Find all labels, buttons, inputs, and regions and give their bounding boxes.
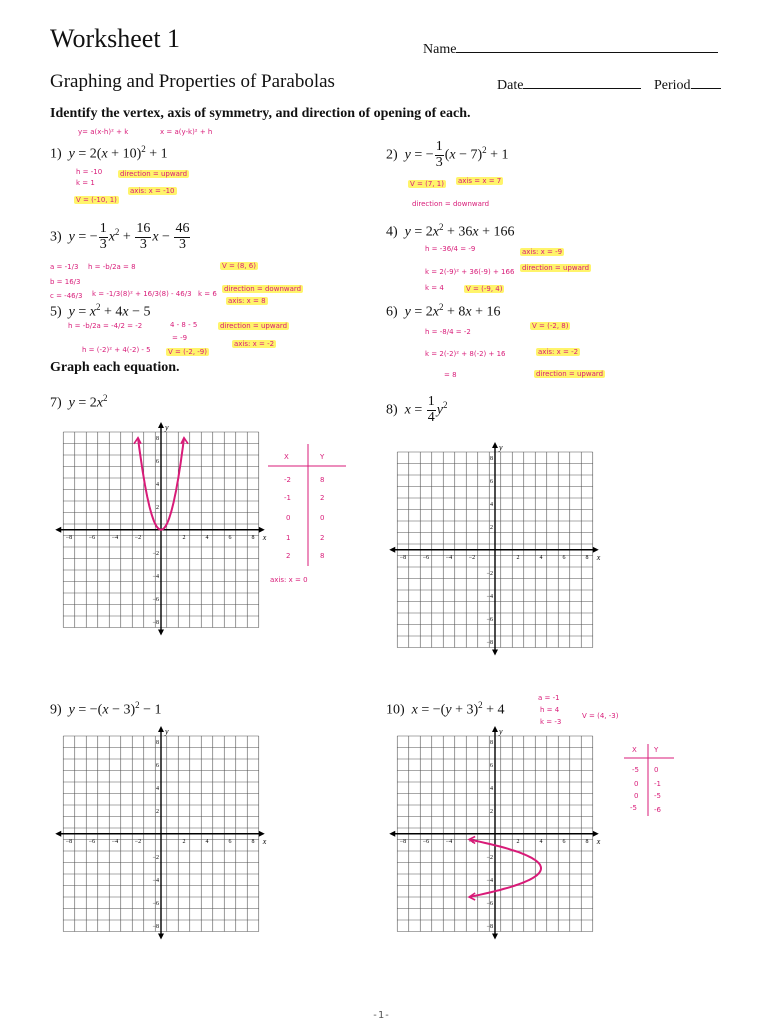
hw-p1-direction: direction = upward [120,170,188,178]
graph-9[interactable] [56,724,267,938]
x-tick-label: 4 [539,838,543,845]
y-tick-label: 2 [156,504,159,511]
hw-p7-y: 0 [320,514,325,522]
hw-p5-k-line: h = (-2)² + 4(-2) - 5 [82,346,151,354]
hw-p3-k: k = -1/3(8)² + 16/3(8) - 46/3 [92,290,192,298]
hw-p2-axis: axis = x = 7 [458,177,502,185]
y-tick-label: 2 [490,808,493,815]
hw-p2-vertex: V = (7, 1) [410,180,444,188]
problem-9: 9) $y = -(x - 3)^2 - 1$ [50,700,162,718]
hw-p10-note: k = -3 [540,718,562,726]
x-tick-label: −2 [134,534,142,541]
problem-number: 10) [386,702,405,718]
x-tick-label: −6 [422,838,430,845]
x-tick-label: 2 [182,838,186,845]
hw-p5-axis: axis: x = -2 [234,340,275,348]
hw-p4-vertex: V = (-9, 4) [466,285,503,293]
x-tick-label: −6 [422,554,430,561]
instructions: Identify the vertex, axis of symmetry, and direction of opening of each. [50,106,471,121]
y-tick-label: −6 [486,900,493,907]
problem-6: 6) $y = 2x^2 + 8x + 16$ [386,302,501,320]
x-axis-label: x [596,552,601,562]
hw-p1-vertex: V = (-10, 1) [76,196,117,204]
y-tick-label: −2 [486,854,493,861]
y-tick-label: 6 [490,762,493,769]
x-tick-label: −6 [88,838,96,845]
graph-8-svg[interactable] [390,440,601,660]
hw-p4-direction: direction = upward [522,264,590,272]
hw-p10-x: 0 [634,780,639,788]
x-tick-label: −8 [399,554,407,561]
period-field[interactable] [654,76,721,94]
x-tick-label: 4 [205,534,209,541]
x-tick-label: 2 [516,838,520,845]
x-tick-label: −8 [399,838,407,845]
problem-number: 8) [386,402,398,418]
y-tick-label: −8 [152,923,159,930]
problem-10: 10) $x = -(y + 3)^2 + 4$ [386,700,505,718]
hw-p2-direction: direction = downward [412,200,490,208]
hw-p7-y: 8 [320,476,325,484]
date-blank[interactable] [523,76,641,89]
y-tick-label: 6 [156,458,159,465]
hw-p3-b: b = 16/3 [50,278,81,286]
x-tick-label: 6 [562,838,566,845]
hw-vertex-form-x: x = a(y-k)² + h [160,128,213,136]
y-axis-label: y [499,443,503,452]
hw-p7-table [266,442,348,568]
hw-p6-axis: axis: x = -2 [538,348,579,356]
y-tick-label: 4 [490,501,493,508]
hw-p3-direction: direction = downward [224,285,302,293]
y-axis-label: y [165,423,169,432]
y-tick-label: −4 [486,877,493,884]
hw-p6-k: k = 2(-2)² + 8(-2) + 16 [425,350,506,358]
date-field[interactable] [497,76,641,94]
page-number: -1- [372,1010,391,1021]
problem-number: 5) [50,304,62,320]
y-tick-label: −6 [152,596,159,603]
date-label: Date [497,78,524,93]
graph-7-svg[interactable] [56,420,267,634]
hw-p7-x: 2 [286,552,291,560]
hw-p4-axis: axis: x = -9 [522,248,563,256]
hw-p10-x: -5 [630,804,637,812]
x-tick-label: 6 [228,838,232,845]
graph-10[interactable] [390,724,601,938]
x-axis-label: x [262,836,267,846]
hw-p7-y: 2 [320,534,325,542]
x-tick-label: 6 [562,554,566,561]
hw-p10-header-y: Y [654,746,659,754]
x-tick-label: −6 [88,534,96,541]
hw-p6-vertex: V = (-2, 8) [532,322,569,330]
problem-7: 7) $y = 2x^2$ [50,393,108,411]
y-tick-label: −4 [486,593,493,600]
hw-p10-y: -5 [654,792,661,800]
y-tick-label: 8 [156,739,159,746]
name-blank[interactable] [456,40,718,53]
y-tick-label: 8 [490,739,493,746]
hw-p10-vertex: V = (4, -3) [582,712,619,720]
problem-2: 2) y = − $\frac{1}{3}$ $(x - 7)^2 + 1$ [386,139,509,170]
x-tick-label: −4 [111,534,119,541]
hw-p6-k-val: = 8 [444,371,457,379]
x-tick-label: 2 [182,534,186,541]
hw-p10-y: 0 [654,766,659,774]
x-tick-label: 4 [539,554,543,561]
graph-8[interactable] [390,440,601,660]
hw-p6-h: h = -8/4 = -2 [425,328,471,336]
x-tick-label: −2 [468,554,476,561]
hw-p1-h: h = -10 [76,168,103,176]
section-graph-title: Graph each equation. [50,360,180,375]
hw-p4-k-val: k = 4 [425,284,444,292]
hw-p4-h: h = -36/4 = -9 [425,245,476,253]
y-axis-label: y [499,727,503,736]
hw-p3-k-val: k = 6 [198,290,217,298]
x-axis-label: x [262,532,267,542]
y-tick-label: −2 [486,570,493,577]
y-tick-label: 8 [490,455,493,462]
hw-p3-h: h = -b/2a = 8 [88,263,136,271]
x-tick-label: 8 [585,554,589,561]
y-tick-label: −8 [486,639,493,646]
hw-p6-direction: direction = upward [536,370,604,378]
hw-p10-y: -6 [654,806,661,814]
hw-p3-c: c = -46/3 [50,292,83,300]
problem-4: 4) $y = 2x^2 + 36x + 166$ [386,222,515,240]
x-tick-label: −8 [65,838,73,845]
y-tick-label: 4 [490,785,493,792]
hw-p7-y: 2 [320,494,325,502]
x-tick-label: −2 [134,838,142,845]
problem-number: 7) [50,395,62,411]
graph-9-svg[interactable] [56,724,267,938]
worksheet-subtitle: Graphing and Properties of Parabolas [50,71,335,92]
hw-p10-y: -1 [654,780,661,788]
x-tick-label: 8 [251,838,255,845]
x-tick-label: 6 [228,534,232,541]
y-tick-label: −2 [152,550,159,557]
y-tick-label: −8 [152,619,159,626]
x-tick-label: 8 [251,534,255,541]
hw-p5-k: 4 - 8 - 5 [170,321,198,329]
problem-number: 4) [386,224,398,240]
y-tick-label: 2 [490,524,493,531]
name-label: Name [423,42,457,57]
y-tick-label: 8 [156,435,159,442]
y-tick-label: 4 [156,785,159,792]
x-tick-label: −8 [65,534,73,541]
hw-p1-k: k = 1 [76,179,95,187]
x-tick-label: −4 [111,838,119,845]
hw-p4-k: k = 2(-9)² + 36(-9) + 166 [425,268,515,276]
name-field[interactable] [423,40,718,58]
hw-p5-vertex: V = (-2, -9) [168,348,207,356]
x-tick-label: −2 [468,838,476,845]
x-axis-label: x [596,836,601,846]
problem-3: 3) y = − $\frac{1}{3}$ $x^2$ + $\frac{16}{3}$ x − $\frac{46}{3}$ [50,221,190,252]
period-label: Period [654,78,691,93]
hw-p7-x: -1 [284,494,291,502]
worksheet-title: Worksheet 1 [50,24,181,53]
period-blank[interactable] [691,76,721,89]
y-tick-label: −4 [152,877,159,884]
hw-p10-table [624,742,674,818]
hw-p5-k-val: = -9 [172,334,188,342]
hw-p1-axis: axis: x = -10 [130,187,175,195]
y-tick-label: −2 [152,854,159,861]
x-tick-label: −4 [445,838,453,845]
hw-p5-direction: direction = upward [220,322,288,330]
hw-p7-header-x: X [284,453,289,461]
problem-number: 9) [50,702,62,718]
hw-p5-h: h = -b/2a = -4/2 = -2 [68,322,143,330]
problem-number: 6) [386,304,398,320]
hw-p7-x: 0 [286,514,291,522]
problem-1: 1) $y = 2(x + 10)^2 + 1$ [50,144,168,162]
y-tick-label: 6 [156,762,159,769]
problem-8: 8) x = $\frac{1}{4}$ $y^2$ [386,394,448,425]
hw-p3-axis: axis: x = 8 [228,297,266,305]
hw-p7-x: 1 [286,534,291,542]
y-tick-label: 2 [156,808,159,815]
hw-p10-x: 0 [634,792,639,800]
parabola-curve [469,840,541,898]
x-tick-label: 4 [205,838,209,845]
hw-p7-x: -2 [284,476,291,484]
y-axis-label: y [165,727,169,736]
x-tick-label: −4 [445,554,453,561]
hw-p10-note: a = -1 [538,694,560,702]
hw-p7-axis: axis: x = 0 [270,576,308,584]
graph-7[interactable] [56,420,267,634]
x-tick-label: 8 [585,838,589,845]
y-tick-label: 4 [156,481,159,488]
problem-5: 5) $y = x^2 + 4x - 5$ [50,302,151,320]
y-tick-label: −8 [486,923,493,930]
graph-10-svg[interactable] [390,724,601,938]
problem-number: 2) [386,147,398,163]
x-tick-label: 2 [516,554,520,561]
problem-number: 3) [50,229,62,245]
hw-p3-vertex: V = (8, 6) [222,262,256,270]
y-tick-label: −6 [486,616,493,623]
hw-p7-header-y: Y [320,453,325,461]
hw-p10-header-x: X [632,746,637,754]
y-tick-label: −4 [152,573,159,580]
problem-number: 1) [50,146,62,162]
hw-p10-note: h = 4 [540,706,560,714]
hw-p7-y: 8 [320,552,325,560]
y-tick-label: 6 [490,478,493,485]
hw-vertex-form-y: y= a(x-h)² + k [78,128,129,136]
y-tick-label: −6 [152,900,159,907]
hw-p3-a: a = -1/3 [50,263,79,271]
hw-p10-x: -5 [632,766,639,774]
